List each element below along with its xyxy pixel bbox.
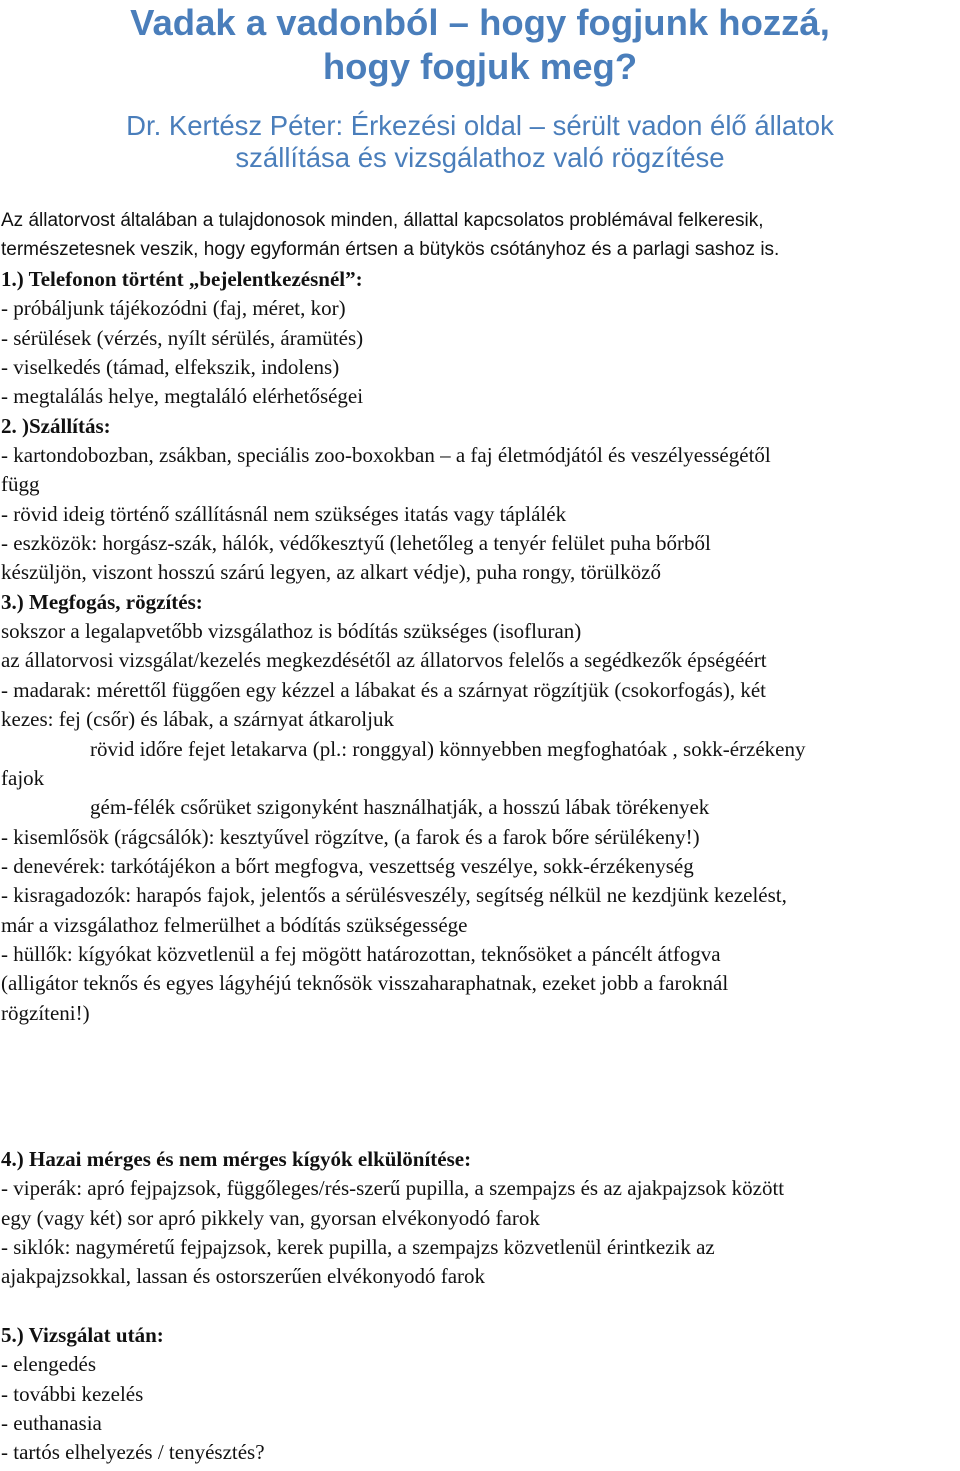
section-heading: 4.) Hazai mérges és nem mérges kígyók elkülönítése: [1,1146,472,1171]
list-item: - eszközök: horgász-szák, hálók, védőkesztyű (lehetőleg a tenyér felület puha bőrből [1,531,711,556]
document-subtitle [0,110,960,174]
intro-line: Az állatorvost általában a tulajdonosok minden, állattal kapcsolatos problémával felkeresik, [1,210,764,231]
list-item: függ [1,472,40,497]
list-item: - kisemlősök (rágcsálók): kesztyűvel rögzítve, (a farok és a farok bőre sérülékeny!) [1,824,700,849]
section-after-exam [1,1321,959,1468]
list-item: - viperák: apró fejpajzsok, függőleges/rés-szerű pupilla, a szempajzs és az ajakpajzsok között [1,1176,785,1201]
list-item: - kartondobozban, zsákban, speciális zoo-boxokban – a faj életmódjától és veszélyességétől [1,443,771,468]
section-snakes [1,1145,959,1292]
title-line: hogy fogjuk meg? [322,46,638,87]
list-item: egy (vagy két) sor apró pikkely van, gyorsan elvékonyodó farok [1,1205,540,1230]
section-transport [1,412,959,588]
list-item: ajakpajzsokkal, lassan és ostorszerűen elvékonyodó farok [1,1264,486,1289]
list-item: rögzíteni!) [1,1000,90,1025]
section-heading: 2. )Szállítás: [1,413,111,438]
list-item: rövid időre fejet letakarva (pl.: ronggyal) könnyebben megfoghatóak , sokk-érzékeny [90,736,806,761]
list-item: - elengedés [1,1352,97,1377]
list-item: - hüllők: kígyókat közvetlenül a fej mögött határozottan, teknősöket a páncélt átfogva [1,941,721,966]
list-item: készüljön, viszont hosszú szárú legyen, az alkart védje), puha rongy, törülköző [1,560,661,585]
vertical-spacer [1,1292,959,1321]
list-item: - sérülések (vérzés, nyílt sérülés, áramütés) [1,325,364,350]
list-item: - próbáljunk tájékozódni (faj, méret, kor) [1,296,346,321]
list-item: - denevérek: tarkótájékon a bőrt megfogva, veszettség veszélye, sokk-érzékenység [1,853,694,878]
list-item: - madarak: mérettől függően egy kézzel a lábakat és a szárnyat rögzítjük (csokorfogás), két [1,677,767,702]
list-item: - siklók: nagyméretű fejpajzsok, kerek pupilla, a szempajzs közvetlenül érintkezik az [1,1234,715,1259]
intro-paragraph [1,206,959,264]
list-item: - kisragadozók: harapós fajok, jelentős a sérülésveszély, segítség nélkül ne kezdjünk kezelést, [1,883,787,908]
section-heading: 5.) Vizsgálat után: [1,1323,164,1347]
list-item: - további kezelés [1,1381,144,1406]
list-item: - rövid ideig történő szállításnál nem szükséges itatás vagy táplálék [1,501,567,526]
title-line: Vadak a vadonból – hogy fogjunk hozzá, [130,2,830,43]
section-phone-report [1,265,959,412]
intro-line: természetesnek veszik, hogy egyformán értsen a bütykös csótányhoz és a parlagi sashoz is. [1,239,780,260]
list-item: már a vizsgálathoz felmerülhet a bódítás szükségessége [1,912,468,937]
list-item: sokszor a legalapvetőbb vizsgálathoz is bódítás szükséges (isofluran) [1,619,582,644]
list-item: - megtalálás helye, megtaláló elérhetőségei [1,384,364,409]
section-heading: 1.) Telefonon történt „bejelentkezésnél”: [1,267,363,291]
document-title [0,1,960,89]
subtitle-line: szállítása és vizsgálathoz való rögzítése [235,142,725,173]
list-item: - viselkedés (támad, elfekszik, indolens) [1,355,340,380]
list-item: - tartós elhelyezés / tenyésztés? [1,1440,265,1465]
list-item: - euthanasia [1,1411,102,1436]
section-heading: 3.) Megfogás, rögzítés: [1,589,203,614]
list-item: (alligátor teknős és egyes lágyhéjú teknősök visszaharaphatnak, ezeket jobb a faroknál [1,971,729,996]
section-handling [1,588,959,1028]
list-item: kezes: fej (csőr) és lábak, a szárnyat átkaroljuk [1,707,394,732]
list-item: fajok [1,765,45,790]
list-item: az állatorvosi vizsgálat/kezelés megkezdésétől az állatorvos felelős a segédkezők épségéért [1,648,767,673]
list-item: gém-félék csőrüket szigonyként használhatják, a hosszú lábak törékenyek [90,795,710,820]
subtitle-line: Dr. Kertész Péter: Érkezési oldal – sérült vadon élő állatok [126,110,834,141]
document-body [1,265,959,1468]
vertical-spacer [1,1028,959,1145]
